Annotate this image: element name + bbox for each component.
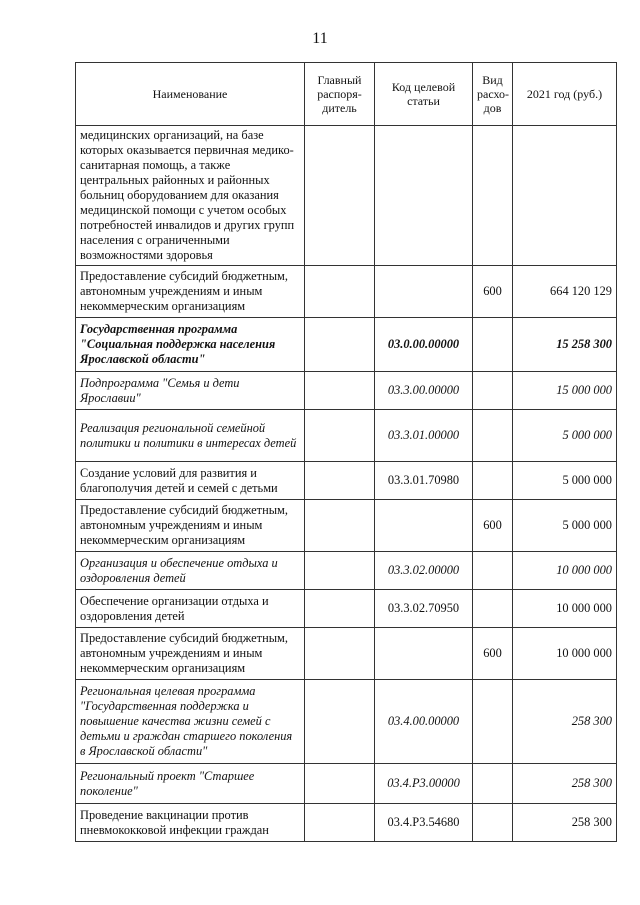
table-row — [76, 552, 617, 590]
cell-amount: 664 120 129 — [513, 266, 617, 318]
cell-name: Создание условий для развития и благополучия детей и семей с детьми — [76, 462, 305, 500]
cell-amount: 258 300 — [513, 680, 617, 764]
cell-type: 600 — [473, 500, 513, 552]
cell-name: Государственная программа "Социальная поддержка населения Ярославской области" — [76, 318, 305, 372]
cell-admin — [305, 500, 375, 552]
cell-code: 03.3.00.00000 — [375, 372, 473, 410]
cell-type — [473, 680, 513, 764]
budget-table — [75, 62, 617, 842]
table-row — [76, 500, 617, 552]
cell-admin — [305, 372, 375, 410]
cell-type — [473, 372, 513, 410]
table-row — [76, 680, 617, 764]
table-row — [76, 590, 617, 628]
cell-type — [473, 804, 513, 842]
cell-amount: 5 000 000 — [513, 410, 617, 462]
cell-amount: 15 000 000 — [513, 372, 617, 410]
cell-type — [473, 410, 513, 462]
cell-code — [375, 266, 473, 318]
cell-name: Предоставление субсидий бюджетным, автономным учреждениям и иным некоммерческим организациям — [76, 628, 305, 680]
table-row — [76, 410, 617, 462]
table-row — [76, 126, 617, 266]
cell-amount: 10 000 000 — [513, 628, 617, 680]
cell-code: 03.4.P3.54680 — [375, 804, 473, 842]
cell-admin — [305, 680, 375, 764]
cell-name: Предоставление субсидий бюджетным, автономным учреждениям и иным некоммерческим организациям — [76, 266, 305, 318]
cell-admin — [305, 462, 375, 500]
header-admin: Главный распоря-дитель — [305, 63, 375, 126]
cell-amount: 10 000 000 — [513, 552, 617, 590]
table-body — [76, 126, 617, 842]
cell-name: Проведение вакцинации против пневмококковой инфекции граждан — [76, 804, 305, 842]
cell-name: медицинских организаций, на базе которых оказывается первичная медико-санитарная помощь, а также центральных районных и районных больниц оборудованием для оказания медицинской помощи с учетом особых потребностей инвалидов и других групп населения с ограниченными возможностями здоровья — [76, 126, 305, 266]
cell-code — [375, 628, 473, 680]
cell-amount: 5 000 000 — [513, 500, 617, 552]
cell-type — [473, 590, 513, 628]
cell-code — [375, 500, 473, 552]
page-number: 11 — [312, 30, 328, 47]
cell-type: 600 — [473, 266, 513, 318]
cell-name: Реализация региональной семейной политики и политики в интересах детей — [76, 410, 305, 462]
cell-amount: 15 258 300 — [513, 318, 617, 372]
cell-code: 03.3.02.00000 — [375, 552, 473, 590]
table-row — [76, 628, 617, 680]
cell-type — [473, 318, 513, 372]
cell-admin — [305, 628, 375, 680]
header-amount: 2021 год (руб.) — [513, 63, 617, 126]
cell-type — [473, 552, 513, 590]
cell-code: 03.3.01.00000 — [375, 410, 473, 462]
cell-amount: 258 300 — [513, 764, 617, 804]
cell-name: Организация и обеспечение отдыха и оздоровления детей — [76, 552, 305, 590]
header-type: Вид расхо-дов — [473, 63, 513, 126]
table-row — [76, 462, 617, 500]
table-row — [76, 266, 617, 318]
cell-code: 03.4.00.00000 — [375, 680, 473, 764]
cell-code: 03.0.00.00000 — [375, 318, 473, 372]
cell-type: 600 — [473, 628, 513, 680]
cell-admin — [305, 126, 375, 266]
cell-type — [473, 126, 513, 266]
header-code: Код целевой статьи — [375, 63, 473, 126]
cell-admin — [305, 804, 375, 842]
cell-amount — [513, 126, 617, 266]
table-header-row — [76, 63, 617, 126]
cell-admin — [305, 318, 375, 372]
table-row — [76, 372, 617, 410]
cell-admin — [305, 552, 375, 590]
header-name: Наименование — [76, 63, 305, 126]
cell-name: Региональная целевая программа "Государственная поддержка и повышение качества жизни семей с детьми и граждан старшего поколения в Ярославской области" — [76, 680, 305, 764]
cell-name: Обеспечение организации отдыха и оздоровления детей — [76, 590, 305, 628]
cell-name: Предоставление субсидий бюджетным, автономным учреждениям и иным некоммерческим организациям — [76, 500, 305, 552]
table-row — [76, 318, 617, 372]
table-row — [76, 804, 617, 842]
cell-name: Подпрограмма "Семья и дети Ярославии" — [76, 372, 305, 410]
cell-amount: 10 000 000 — [513, 590, 617, 628]
table-row — [76, 764, 617, 804]
cell-code: 03.4.P3.00000 — [375, 764, 473, 804]
cell-admin — [305, 590, 375, 628]
cell-name: Региональный проект "Старшее поколение" — [76, 764, 305, 804]
cell-code: 03.3.02.70950 — [375, 590, 473, 628]
cell-amount: 5 000 000 — [513, 462, 617, 500]
cell-code: 03.3.01.70980 — [375, 462, 473, 500]
cell-code — [375, 126, 473, 266]
cell-admin — [305, 410, 375, 462]
cell-admin — [305, 266, 375, 318]
cell-type — [473, 462, 513, 500]
cell-type — [473, 764, 513, 804]
cell-amount: 258 300 — [513, 804, 617, 842]
cell-admin — [305, 764, 375, 804]
